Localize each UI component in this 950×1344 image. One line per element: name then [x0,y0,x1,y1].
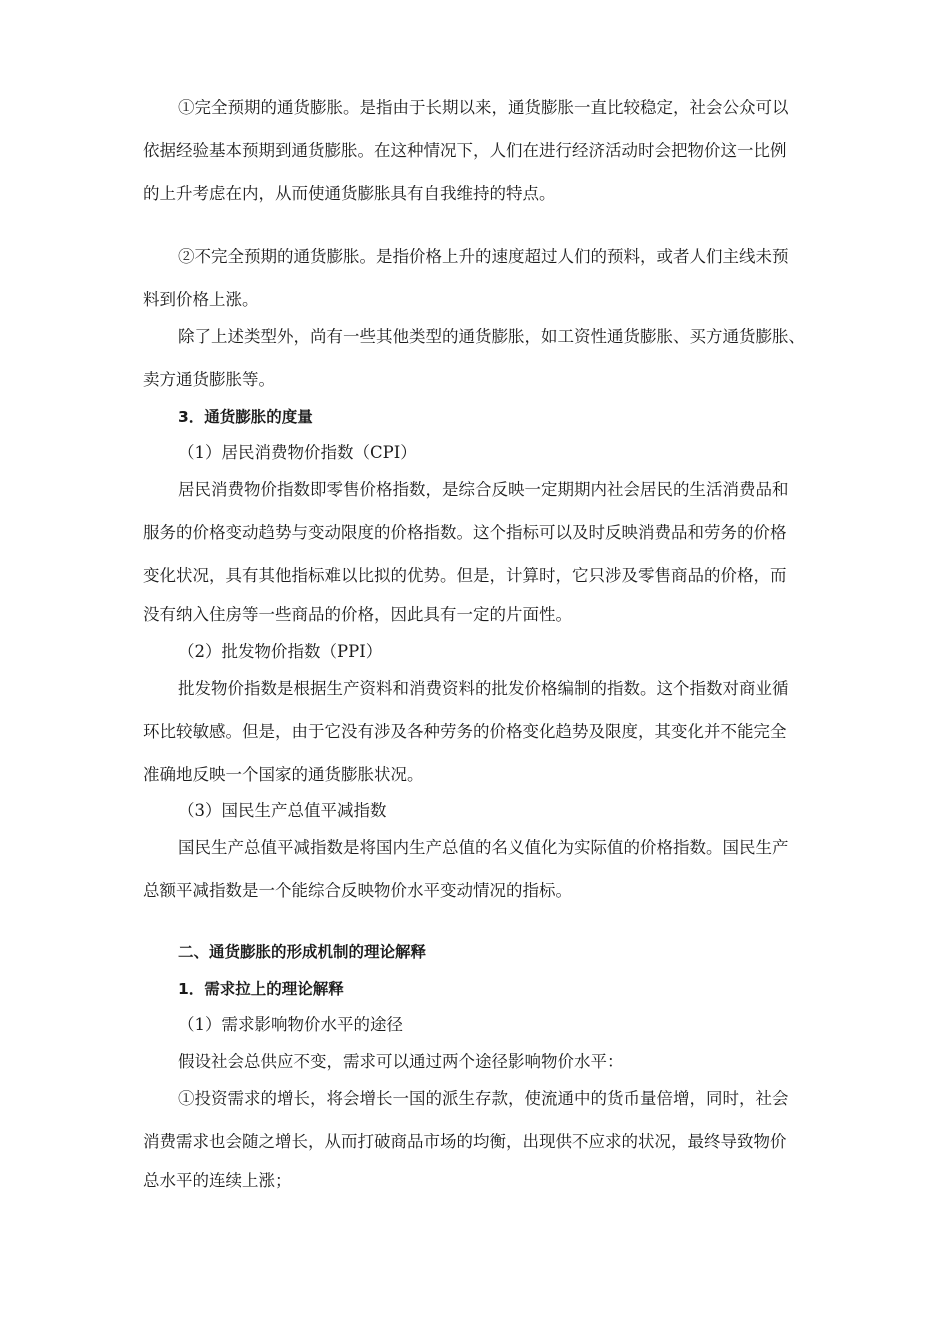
paragraph-line: 依据经验基本预期到通货膨胀。在这种情况下，人们在进行经济活动时会把物价这一比例 [143,141,787,160]
paragraph-line: 批发物价指数是根据生产资料和消费资料的批发价格编制的指数。这个指数对商业循 [178,679,789,698]
paragraph-line: 除了上述类型外，尚有一些其他类型的通货膨胀，如工资性通货膨胀、买方通货膨胀、 [178,327,805,346]
paragraph-line: 国民生产总值平减指数是将国内生产总值的名义值化为实际值的价格指数。国民生产 [178,838,789,857]
paragraph-line: 消费需求也会随之增长，从而打破商品市场的均衡，出现供不应求的状况，最终导致物价 [143,1132,787,1151]
subsection-heading: （3）国民生产总值平减指数 [178,801,387,820]
paragraph-line: 总水平的连续上涨； [143,1171,292,1190]
paragraph-line: ①投资需求的增长，将会增长一国的派生存款，使流通中的货币量倍增，同时，社会 [178,1089,789,1108]
paragraph-line: 没有纳入住房等一些商品的价格，因此具有一定的片面性。 [143,605,572,624]
paragraph-line: ②不完全预期的通货膨胀。是指价格上升的速度超过人们的预料，或者人们主线未预 [178,247,789,266]
subsection-heading: （2）批发物价指数（PPI） [178,642,383,661]
subsection-heading: （1）需求影响物价水平的途径 [178,1015,403,1034]
paragraph-line: 居民消费物价指数即零售价格指数，是综合反映一定期期内社会居民的生活消费品和 [178,480,789,499]
paragraph-line: 环比较敏感。但是，由于它没有涉及各种劳务的价格变化趋势及限度，其变化并不能完全 [143,722,787,741]
paragraph-line: 的上升考虑在内，从而使通货膨胀具有自我维持的特点。 [143,184,556,203]
paragraph-line: 料到价格上涨。 [143,290,259,309]
paragraph-line: 假设社会总供应不变，需求可以通过两个途径影响物价水平： [178,1052,624,1071]
chapter-heading: 二、通货膨胀的形成机制的理论解释 [178,943,427,961]
paragraph-line: 总额平减指数是一个能综合反映物价水平变动情况的指标。 [143,881,572,900]
paragraph-line: 服务的价格变动趋势与变动限度的价格指数。这个指标可以及时反映消费品和劳务的价格 [143,523,787,542]
paragraph-line: ①完全预期的通货膨胀。是指由于长期以来，通货膨胀一直比较稳定，社会公众可以 [178,98,789,117]
paragraph-line: 变化状况，具有其他指标难以比拟的优势。但是，计算时，它只涉及零售商品的价格，而 [143,566,787,585]
paragraph-line: 卖方通货膨胀等。 [143,370,275,389]
section-heading: 3．通货膨胀的度量 [178,408,313,426]
paragraph-line: 准确地反映一个国家的通货膨胀状况。 [143,765,424,784]
subsection-heading: （1）居民消费物价指数（CPI） [178,443,417,462]
section-heading: 1．需求拉上的理论解释 [178,980,344,998]
